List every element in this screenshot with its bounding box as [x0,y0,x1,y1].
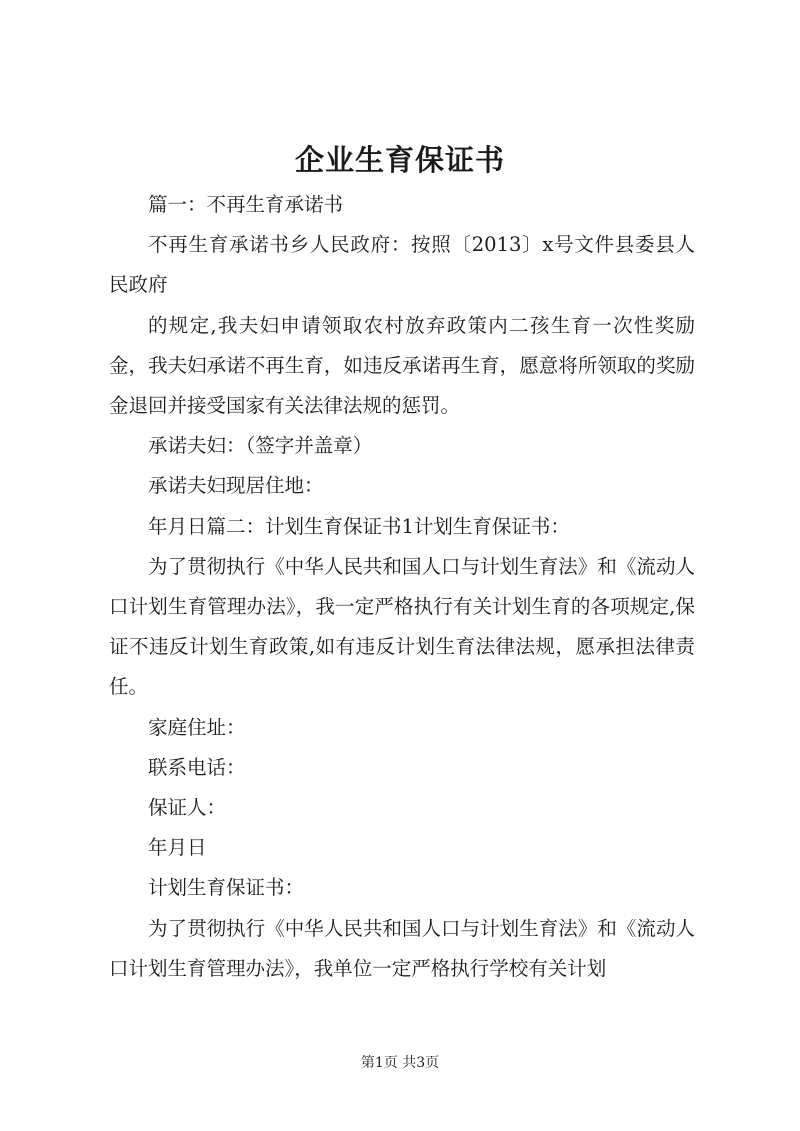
paragraph: 为了贯彻执行《中华人民共和国人口与计划生育法》和《流动人口计划生育管理办法》，我一定严格执行有关计划生育的各项规定,保证不违反计划生育政策,如有违反计划生育法律法规，愿承担法律责任。 [109,554,695,699]
paragraph: 为了贯彻执行《中华人民共和国人口与计划生育法》和《流动人口计划生育管理办法》，我单位一定严格执行学校有关计划 [109,916,695,980]
paragraph: 联系电话： [148,755,246,779]
document-body [109,185,695,989]
paragraph: 不再生育承诺书乡人民政府：按照〔2013〕x号文件县委县人民政府 [109,233,695,297]
page-number-footer: 第1页 共3页 [360,1055,440,1071]
paragraph: 年月日 [148,836,207,860]
paragraph: 承诺夫妇：（签字并盖章） [148,434,373,458]
paragraph: 计划生育保证书： [148,876,305,900]
paragraph: 保证人： [148,796,227,820]
paragraph: 年月日篇二：计划生育保证书1计划生育保证书： [148,514,570,538]
paragraph: 的规定,我夫妇申请领取农村放弃政策内二孩生育一次性奖励金，我夫妇承诺不再生育，如违反承诺再生育，愿意将所领取的奖励金退回并接受国家有关法律法规的惩罚。 [109,313,695,418]
paragraph: 承诺夫妇现居住地： [148,474,324,498]
paragraph: 篇一：不再生育承诺书 [148,193,344,216]
document-title: 企业生育保证书 [294,143,505,177]
paragraph: 家庭住址： [148,715,246,739]
